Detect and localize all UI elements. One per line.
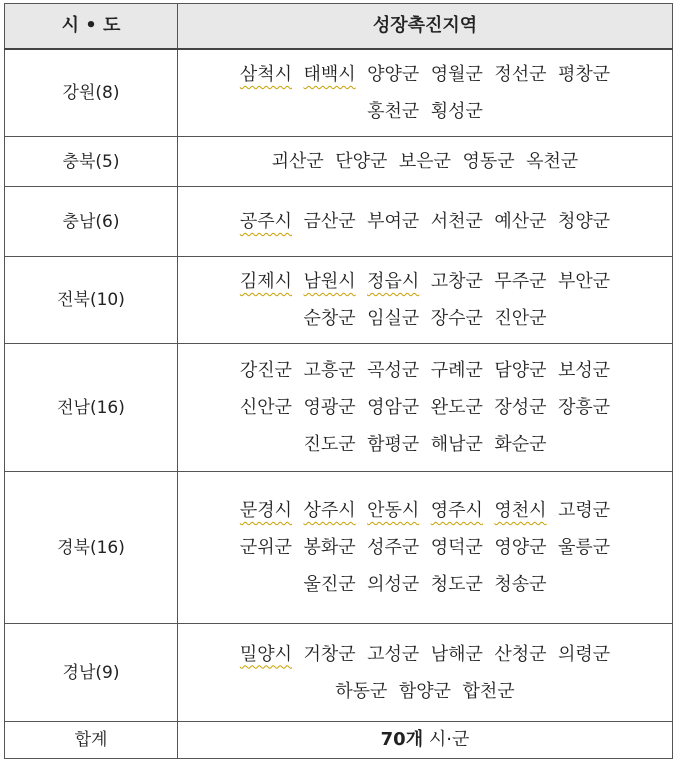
areas-cell	[178, 344, 673, 472]
table-row	[5, 344, 673, 472]
area-name: 청도군	[430, 574, 483, 595]
area-name: 보성군	[557, 360, 611, 381]
area-name: 평창군	[557, 64, 611, 85]
total-row	[5, 722, 673, 759]
areas-cell	[178, 137, 673, 187]
region-column-header: 시 • 도	[5, 4, 178, 50]
area-name: 정읍시	[367, 271, 420, 292]
area-name: 장수군	[430, 308, 483, 329]
area-name: 문경시	[239, 500, 293, 521]
area-name: 정선군	[494, 64, 547, 85]
area-name: 하동군	[335, 680, 388, 702]
region-cell: 강원(8)	[5, 49, 178, 137]
area-name: 임실군	[367, 308, 420, 329]
area-name: 예산군	[494, 211, 547, 232]
area-name: 울릉군	[557, 537, 611, 558]
areas-cell	[178, 624, 673, 722]
areas-line	[186, 492, 664, 529]
area-name: 고흥군	[303, 360, 356, 381]
areas-line	[186, 300, 664, 337]
areas-cell	[178, 49, 673, 137]
area-name: 영암군	[367, 397, 420, 418]
table-row	[5, 187, 673, 257]
region-cell: 경북(16)	[5, 472, 178, 624]
area-name: 함양군	[398, 680, 452, 702]
area-name: 영광군	[303, 397, 356, 418]
area-name: 고성군	[367, 643, 420, 665]
areas-line	[186, 143, 664, 180]
area-name: 영주시	[430, 500, 483, 521]
region-cell: 충남(6)	[5, 187, 178, 257]
areas-cell	[178, 472, 673, 624]
area-name: 의성군	[367, 574, 420, 595]
areas-cell	[178, 187, 673, 257]
area-name: 영덕군	[430, 537, 483, 558]
areas-line	[186, 426, 664, 463]
growth-promotion-region-table	[4, 3, 673, 759]
area-name: 합천군	[462, 680, 515, 702]
area-name: 곡성군	[367, 360, 420, 381]
region-cell: 전남(16)	[5, 344, 178, 472]
area-name: 서천군	[430, 211, 483, 232]
area-name: 영양군	[494, 537, 547, 558]
area-name: 청송군	[494, 574, 547, 595]
area-name: 화순군	[494, 434, 547, 455]
area-name: 완도군	[430, 397, 483, 418]
region-cell: 경남(9)	[5, 624, 178, 722]
area-name: 해남군	[430, 434, 483, 455]
total-label: 합계	[5, 722, 178, 759]
area-name: 부여군	[367, 211, 420, 232]
area-name: 순창군	[303, 308, 356, 329]
area-name: 청양군	[557, 211, 611, 232]
area-name: 태백시	[303, 64, 356, 85]
area-name: 밀양시	[239, 643, 293, 665]
area-name: 의령군	[557, 643, 611, 665]
area-name: 홍천군	[367, 101, 420, 122]
area-name: 양양군	[367, 64, 420, 85]
area-name: 횡성군	[430, 101, 483, 122]
areas-line	[186, 352, 664, 389]
area-name: 거창군	[303, 643, 356, 665]
area-name: 고창군	[430, 271, 483, 292]
areas-line	[186, 56, 664, 93]
areas-line	[186, 529, 664, 566]
area-name: 안동시	[367, 500, 420, 521]
area-name: 상주시	[303, 500, 356, 521]
table-row	[5, 137, 673, 187]
header-row	[5, 4, 673, 50]
area-name: 구례군	[430, 360, 483, 381]
area-name: 장성군	[494, 397, 547, 418]
area-name: 남원시	[303, 271, 356, 292]
area-name: 영동군	[462, 151, 515, 172]
area-name: 영천시	[494, 500, 547, 521]
area-name: 옥천군	[526, 151, 579, 172]
area-name: 영월군	[430, 64, 483, 85]
area-name: 강진군	[239, 360, 293, 381]
total-unit: 시·군	[428, 729, 470, 750]
area-name: 울진군	[303, 574, 356, 595]
areas-line	[186, 636, 664, 673]
total-value	[178, 722, 673, 759]
areas-line	[186, 673, 664, 710]
area-name: 봉화군	[303, 537, 356, 558]
total-count: 70개	[380, 729, 424, 750]
area-name: 산청군	[494, 643, 547, 665]
area-name: 장흥군	[557, 397, 611, 418]
table-row	[5, 472, 673, 624]
area-name: 금산군	[303, 211, 356, 232]
area-name: 함평군	[367, 434, 420, 455]
area-name: 단양군	[335, 151, 388, 172]
table-row	[5, 257, 673, 344]
area-name: 진안군	[494, 308, 547, 329]
area-name: 김제시	[239, 271, 293, 292]
area-name: 담양군	[494, 360, 547, 381]
areas-cell	[178, 257, 673, 344]
region-cell: 충북(5)	[5, 137, 178, 187]
area-name: 공주시	[239, 211, 293, 232]
region-cell: 전북(10)	[5, 257, 178, 344]
areas-line	[186, 263, 664, 300]
area-name: 괴산군	[271, 151, 324, 172]
areas-line	[186, 389, 664, 426]
area-name: 남해군	[430, 643, 483, 665]
areas-line	[186, 566, 664, 603]
table-row	[5, 624, 673, 722]
areas-column-header: 성장촉진지역	[178, 4, 673, 50]
area-name: 성주군	[367, 537, 420, 558]
areas-line	[186, 93, 664, 130]
area-name: 부안군	[557, 271, 611, 292]
area-name: 보은군	[398, 151, 452, 172]
area-name: 신안군	[239, 397, 293, 418]
area-name: 고령군	[557, 500, 611, 521]
area-name: 군위군	[239, 537, 293, 558]
table-body	[5, 49, 673, 722]
areas-line	[186, 203, 664, 240]
area-name: 삼척시	[239, 64, 293, 85]
area-name: 무주군	[494, 271, 547, 292]
table-row	[5, 49, 673, 137]
area-name: 진도군	[303, 434, 356, 455]
